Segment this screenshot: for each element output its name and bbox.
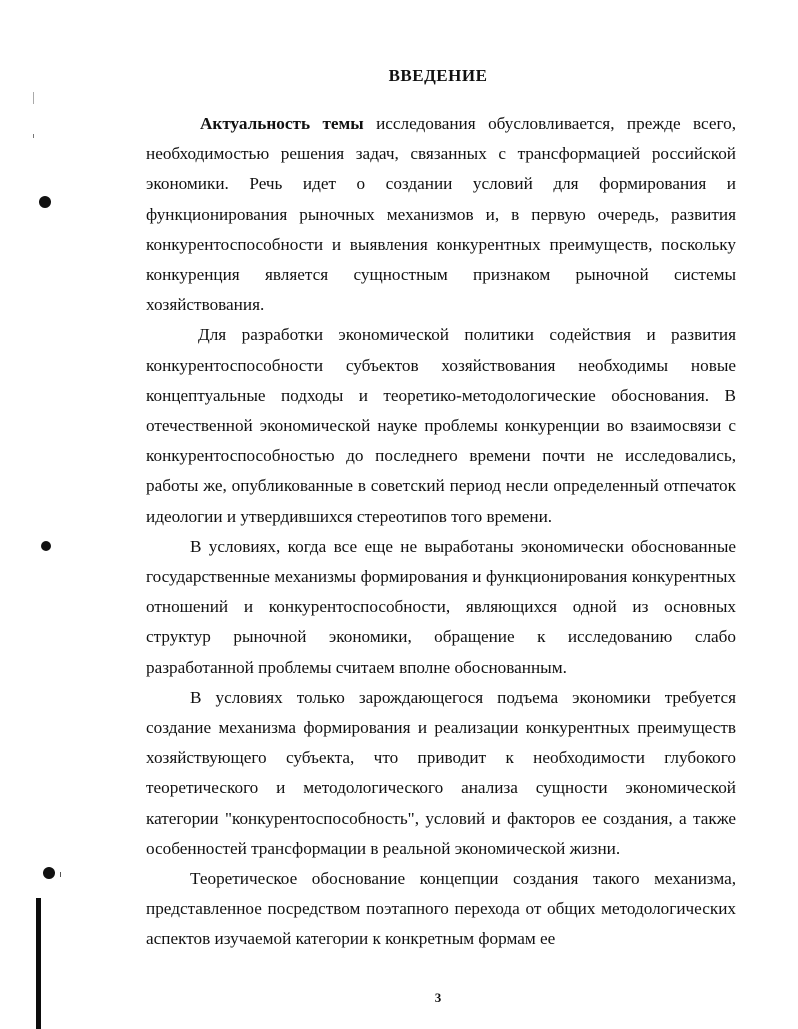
- scan-speck: [60, 872, 61, 877]
- paragraph-policy: Для разработки экономической политики содействия и развития конкурентоспособности субъектов хозяйствования необходимы новые концептуальные подходы и теоретико-методологические обоснования. В отечественной экономической науке проблемы конкуренции во взаимосвязи с конкурентоспособностью до последнего времени почти не исследовались, работы же, опубликованные в советский период несли определенный отпечаток идеологии и утвердившихся стереотипов того времени.: [146, 325, 736, 526]
- paragraph-economy: В условиях только зарождающегося подъема экономики требуется создание механизма формирования и реализации конкурентных преимуществ хозяйствующего субъекта, что приводит к необходимости глубокого теоретического и методологического анализа сущности экономической категории "конкурентоспособность", условий и факторов ее создания, а также особенностей трансформации в реальной экономической жизни.: [146, 687, 736, 858]
- page-title: ВВЕДЕНИЕ: [388, 66, 488, 85]
- paragraph-text: исследования обусловливается, прежде всего, необходимостью решения задач, связанных с трансформацией российской экономики. Речь идет о создании условий для формирования и функционирования рыночных механизмов и, в первую очередь, развития конкурентоспособности и выявления конкурентных преимуществ, поскольку конкуренция является сущностным признаком рыночной системы хозяйствования.: [146, 114, 736, 315]
- page-number: 3: [434, 990, 442, 1005]
- binding-hole-mark: [41, 541, 51, 551]
- paragraph-lead: Актуальность темы: [200, 114, 364, 133]
- scan-edge-line: [36, 898, 41, 1029]
- binding-hole-mark: [43, 867, 55, 879]
- binding-hole-mark: [39, 196, 51, 208]
- paragraph-conditions: В условиях, когда все еще не выработаны экономически обоснованные государственные механизмы формирования и функционирования конкурентных отношений и конкурентоспособности, являющихся одной из основных структур рыночной экономики, обращение к исследованию слабо разработанной проблемы считаем вполне обоснованным.: [146, 536, 736, 677]
- scan-speck: [33, 134, 34, 138]
- paragraph-theory: Теоретическое обоснование концепции создания такого механизма, представленное посредством поэтапного перехода от общих методологических аспектов изучаемой категории к конкретным формам ее: [146, 869, 736, 949]
- scan-speck: [33, 92, 34, 104]
- paragraph-relevance: [146, 109, 736, 320]
- body-text: [146, 109, 736, 955]
